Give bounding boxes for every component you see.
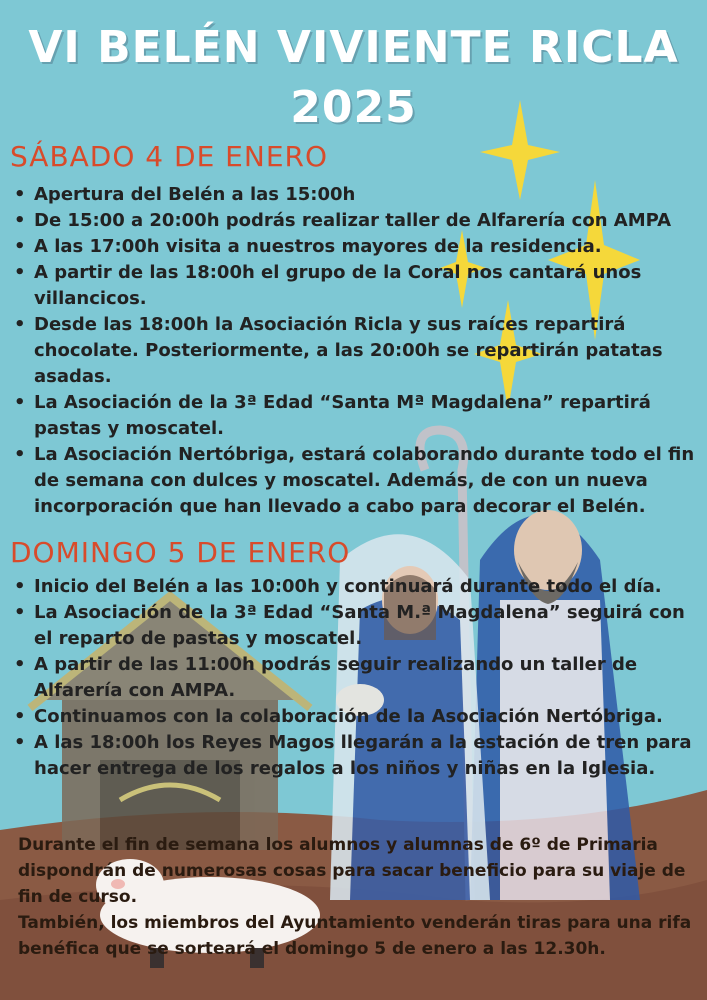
page-title-year: 2025 xyxy=(290,82,417,133)
list-item: • A las 18:00h los Reyes Magos llegarán a la estación de tren para hacer entrega de los regalos a los niños y niñas en la Iglesia. xyxy=(0,730,700,782)
footer-notes xyxy=(18,832,707,962)
page-title: VI BELÉN VIVIENTE RICLA xyxy=(28,22,679,73)
saturday-event-list xyxy=(0,182,700,520)
list-item: • Desde las 18:00h la Asociación Ricla y sus raíces repartirá chocolate. Posteriormente, a las 20:00h se repartirán patatas asadas. xyxy=(0,312,700,390)
list-item: • Apertura del Belén a las 15:00h xyxy=(0,182,700,208)
list-item: • La Asociación de la 3ª Edad “Santa Mª Magdalena” repartirá pastas y moscatel. xyxy=(0,390,700,442)
saturday-heading: SÁBADO 4 DE ENERO xyxy=(10,140,328,173)
sunday-heading: DOMINGO 5 DE ENERO xyxy=(10,536,351,569)
list-item: • La Asociación de la 3ª Edad “Santa M.ª Magdalena” seguirá con el reparto de pastas y moscatel. xyxy=(0,600,700,652)
list-item: • La Asociación Nertóbriga, estará colaborando durante todo el fin de semana con dulces y moscatel. Además, de con un nueva incorporación que han llevado a cabo para decorar el Belén. xyxy=(0,442,700,520)
footer-paragraph: Durante el fin de semana los alumnos y alumnas de 6º de Primaria dispondrán de numerosas cosas para sacar beneficio para su viaje de fin de curso. xyxy=(18,835,686,907)
list-item: • A las 17:00h visita a nuestros mayores de la residencia. xyxy=(0,234,700,260)
list-item: • Continuamos con la colaboración de la Asociación Nertóbriga. xyxy=(0,704,700,730)
sunday-event-list xyxy=(0,574,700,782)
list-item: • A partir de las 11:00h podrás seguir realizando un taller de Alfarería con AMPA. xyxy=(0,652,700,704)
list-item: • De 15:00 a 20:00h podrás realizar taller de Alfarería con AMPA xyxy=(0,208,700,234)
list-item: • A partir de las 18:00h el grupo de la Coral nos cantará unos villancicos. xyxy=(0,260,700,312)
list-item: • Inicio del Belén a las 10:00h y continuará durante todo el día. xyxy=(0,574,700,600)
footer-paragraph: También, los miembros del Ayuntamiento venderán tiras para una rifa benéfica que se sorteará el domingo 5 de enero a las 12.30h. xyxy=(18,913,692,959)
